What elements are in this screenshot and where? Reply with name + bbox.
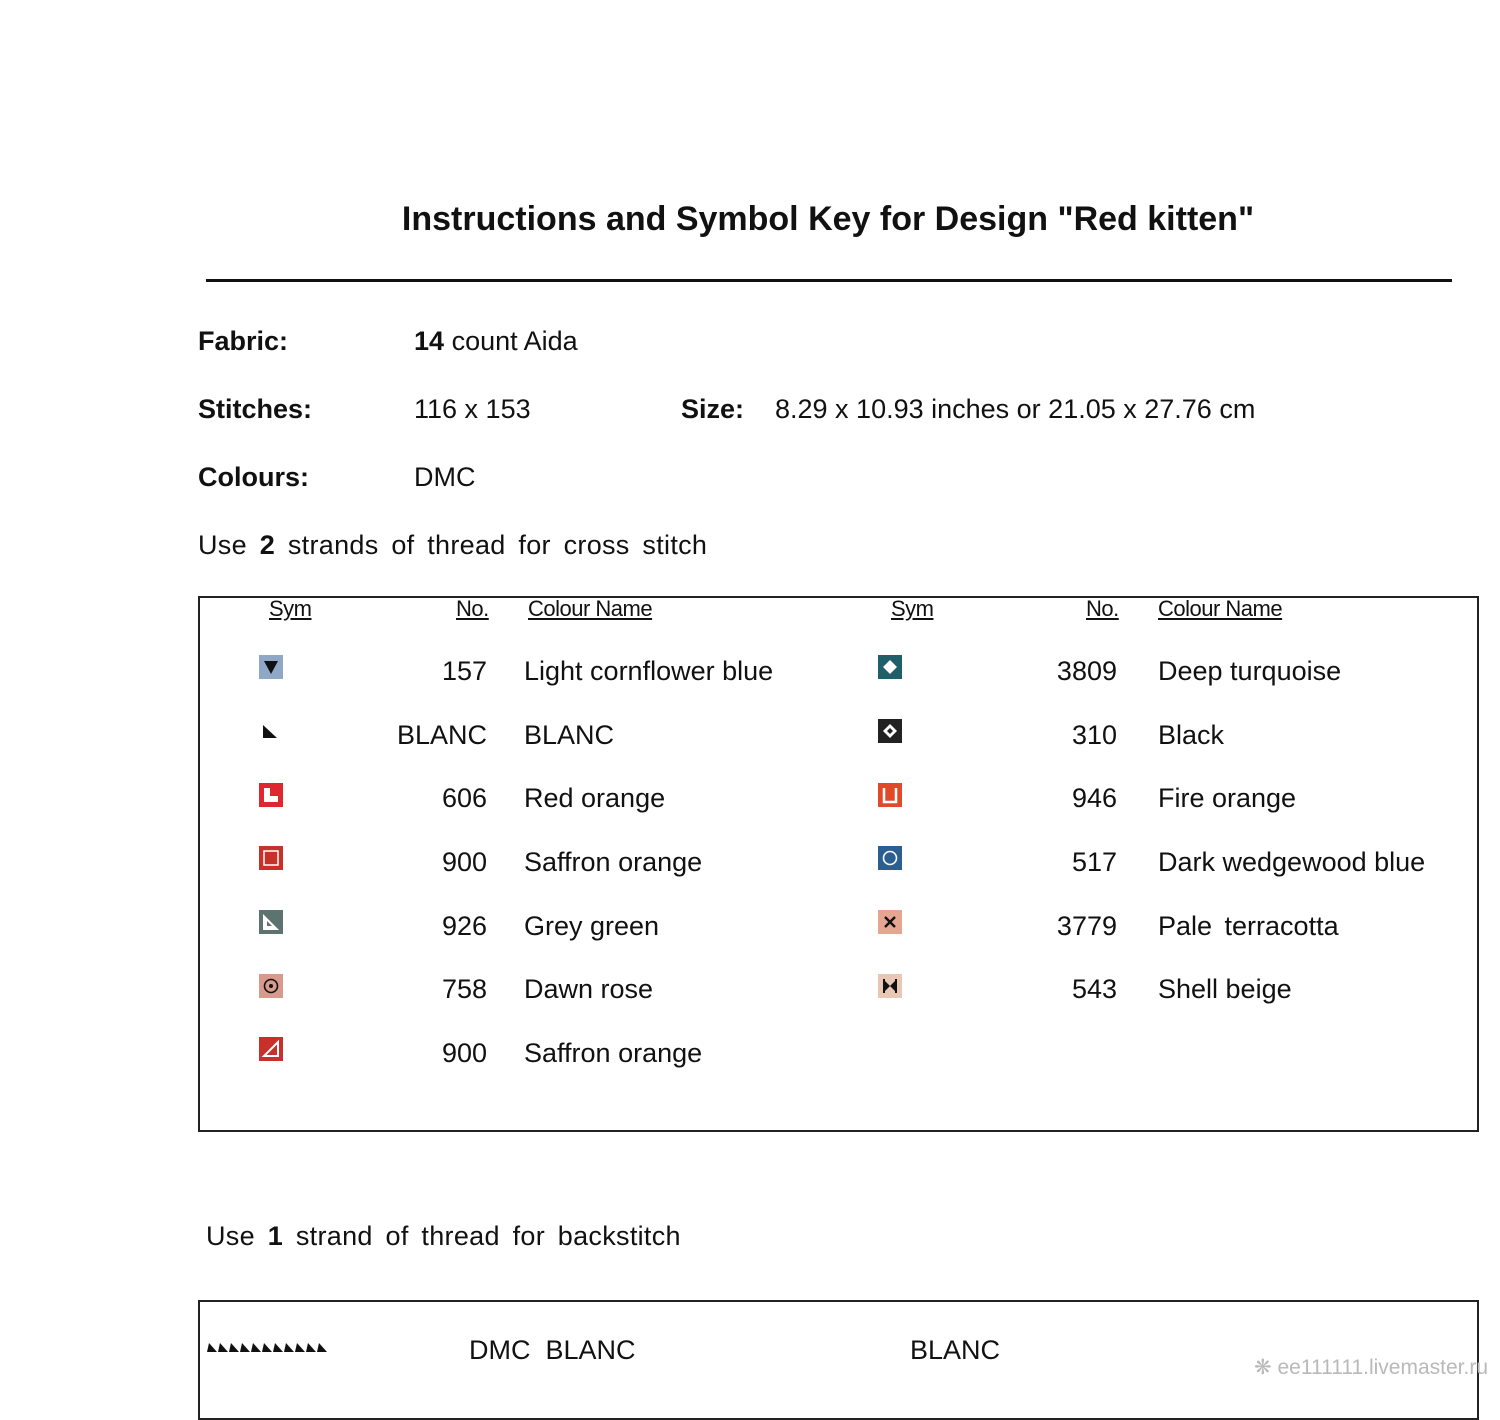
right-row-4-no: 517 [1071,847,1117,877]
left-row-7-name: Saffron orange [524,1038,703,1068]
stitches-value: 116 x 153 [414,394,531,424]
left-row-5-name: Grey green [524,911,660,941]
cross-note-pre: Use [198,530,247,560]
corner-triangle-icon [259,719,283,743]
right-row-5-no: 3779 [1056,911,1117,941]
fabric-count: 14 [414,326,445,356]
size-label: Size: [681,394,745,424]
header-sym-right: Sym [891,596,934,621]
back-note-post: strand of thread for backstitch [295,1221,681,1251]
diamond-icon [878,655,902,679]
left-row-1-name: Light cornflower blue [524,656,774,686]
backstitch-note [206,1221,681,1252]
watermark-logo-icon: ❋ [1254,1356,1272,1379]
fabric-text: count Aida [451,326,578,356]
l-shape-icon [259,783,283,807]
inner-square-icon [259,846,283,870]
right-row-4-name: Dark wedgewood blue [1158,847,1426,877]
right-row-5-name: Pale terracotta [1158,911,1339,941]
backstitch-name: BLANC [910,1335,1001,1365]
header-name-right: Colour Name [1158,596,1283,621]
header-no-left: No. [456,596,489,621]
left-row-6-no: 758 [441,974,487,1004]
header-sym-left: Sym [269,596,312,621]
watermark [1254,1355,1488,1380]
right-row-1-no: 3809 [1056,656,1117,686]
left-row-2-no: BLANC [396,720,487,750]
dot-circle-icon [259,974,283,998]
left-row-3-name: Red orange [524,783,666,813]
left-row-5-no: 926 [441,911,487,941]
fabric-label: Fabric: [198,326,289,356]
x-mark-icon [878,910,902,934]
back-note-pre: Use [206,1221,255,1251]
back-note-strands: 1 [267,1221,284,1251]
cross-stitch-note [198,530,707,561]
right-row-3-name: Fire orange [1158,783,1297,813]
left-row-4-no: 900 [441,847,487,877]
right-row-1-name: Deep turquoise [1158,656,1342,686]
sawtooth-line-icon [207,1340,329,1352]
header-name-left: Colour Name [528,596,653,621]
right-row-2-no: 310 [1071,720,1117,750]
size-value: 8.29 x 10.93 inches or 21.05 x 27.76 cm [775,394,1256,424]
right-row-2-name: Black [1158,720,1225,750]
header-no-right: No. [1086,596,1119,621]
left-row-6-name: Dawn rose [524,974,654,1004]
title-rule [206,279,1452,282]
set-square-icon [259,910,283,934]
right-row-6-no: 543 [1071,974,1117,1004]
left-row-3-no: 606 [441,783,487,813]
left-row-1-no: 157 [441,656,487,686]
fabric-value [414,326,578,357]
u-shape-icon [878,783,902,807]
cross-note-post: strands of thread for cross stitch [287,530,708,560]
circle-outline-icon [878,846,902,870]
watermark-text: ee111111.livemaster.ru [1277,1356,1488,1379]
colours-label: Colours: [198,462,309,492]
stitches-label: Stitches: [198,394,313,424]
colours-value: DMC [414,462,476,492]
left-row-2-name: BLANC [524,720,615,750]
diamond-outline-icon [878,719,902,743]
half-triangle-icon [259,1037,283,1061]
page-title: Instructions and Symbol Key for Design "Red kitten" [401,200,1255,238]
cross-note-strands: 2 [259,530,276,560]
left-row-4-name: Saffron orange [524,847,703,877]
bowtie-icon [878,974,902,998]
backstitch-thread: DMC BLANC [469,1335,636,1365]
right-row-3-no: 946 [1071,783,1117,813]
right-row-6-name: Shell beige [1158,974,1292,1004]
triangle-down-icon [259,655,283,679]
left-row-7-no: 900 [441,1038,487,1068]
